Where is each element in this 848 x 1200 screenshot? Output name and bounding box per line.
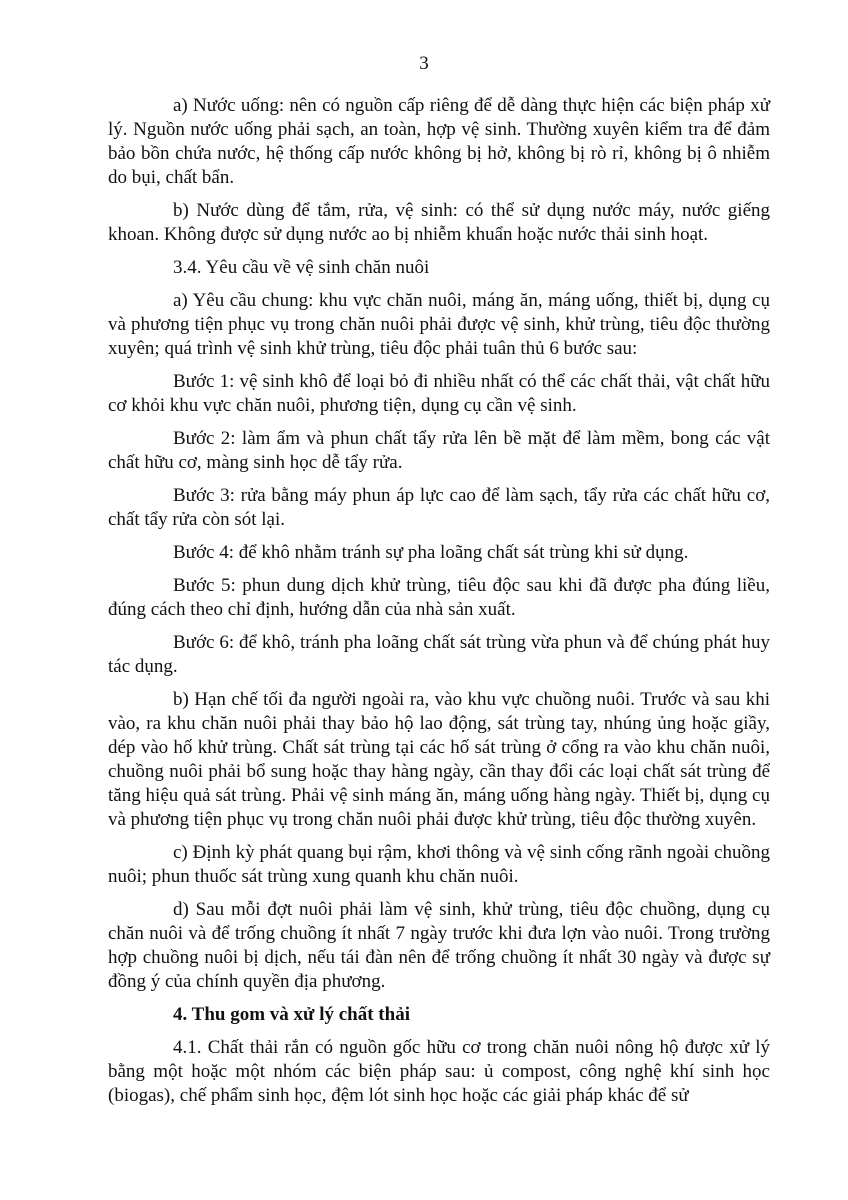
paragraph-general-requirements: a) Yêu cầu chung: khu vực chăn nuôi, máng ăn, máng uống, thiết bị, dụng cụ và phương tiện phục vụ trong chăn nuôi phải được vệ sinh, khử trùng, tiêu độc thường xuyên; quá trình vệ sinh khử trùng, tiêu độc phải tuân thủ 6 bước sau: <box>108 290 770 359</box>
paragraph-step-3: Bước 3: rửa bằng máy phun áp lực cao để làm sạch, tẩy rửa các chất hữu cơ, chất tẩy rửa còn sót lại. <box>108 485 770 530</box>
paragraph-periodic-clearing: c) Định kỳ phát quang bụi rậm, khơi thông và vệ sinh cống rãnh ngoài chuồng nuôi; phun thuốc sát trùng xung quanh khu chăn nuôi. <box>108 842 770 887</box>
paragraph-step-5: Bước 5: phun dung dịch khử trùng, tiêu độc sau khi đã được pha đúng liều, đúng cách theo chỉ định, hướng dẫn của nhà sản xuất. <box>108 575 770 620</box>
paragraph-step-4: Bước 4: để khô nhằm tránh sự pha loãng chất sát trùng khi sử dụng. <box>173 542 689 563</box>
paragraph-restrict-access: b) Hạn chế tối đa người ngoài ra, vào khu vực chuồng nuôi. Trước và sau khi vào, ra khu chăn nuôi phải thay bảo hộ lao động, sát trùng tay, nhúng ủng hoặc giầy, dép vào hố khử trùng. Chất sát trùng tại các hố sát trùng ở cổng ra vào khu chăn nuôi, chuồng nuôi phải bổ sung hoặc thay hàng ngày, cần thay đổi các loại chất sát trùng để tăng hiệu quả sát trùng. Phải vệ sinh máng ăn, máng uống hàng ngày. Thiết bị, dụng cụ và phương tiện phục vụ trong chăn nuôi phải được khử trùng, tiêu độc thường xuyên. <box>108 689 770 830</box>
paragraph-step-2: Bước 2: làm ẩm và phun chất tẩy rửa lên bề mặt để làm mềm, bong các vật chất hữu cơ, màng sinh học dễ tẩy rửa. <box>108 428 770 473</box>
page-number: 3 <box>419 53 429 74</box>
paragraph-washing-water: b) Nước dùng để tắm, rửa, vệ sinh: có thể sử dụng nước máy, nước giếng khoan. Không được sử dụng nước ao bị nhiễm khuẩn hoặc nước thải sinh hoạt. <box>108 200 770 245</box>
document-body <box>108 94 770 1117</box>
section-heading-3-4: 3.4. Yêu cầu về vệ sinh chăn nuôi <box>173 257 430 278</box>
paragraph-after-batch: d) Sau mỗi đợt nuôi phải làm vệ sinh, khử trùng, tiêu độc chuồng, dụng cụ chăn nuôi và để trống chuồng ít nhất 7 ngày trước khi đưa lợn vào nuôi. Trong trường hợp chuồng nuôi bị dịch, nếu tái đàn nên để trống chuồng ít nhất 30 ngày và được sự đồng ý của chính quyền địa phương. <box>108 899 770 992</box>
paragraph-step-6: Bước 6: để khô, tránh pha loãng chất sát trùng vừa phun và để chúng phát huy tác dụng. <box>108 632 770 677</box>
paragraph-drinking-water: a) Nước uống: nên có nguồn cấp riêng để dễ dàng thực hiện các biện pháp xử lý. Nguồn nước uống phải sạch, an toàn, hợp vệ sinh. Thường xuyên kiểm tra để đảm bảo bồn chứa nước, hệ thống cấp nước không bị hở, không bị rò rỉ, không bị ô nhiễm do bụi, chất bẩn. <box>108 95 770 188</box>
paragraph-solid-waste: 4.1. Chất thải rắn có nguồn gốc hữu cơ trong chăn nuôi nông hộ được xử lý bằng một hoặc một nhóm các biện pháp sau: ủ compost, công nghệ khí sinh học (biogas), chế phẩm sinh học, đệm lót sinh học hoặc các giải pháp khác để sử <box>108 1037 770 1106</box>
section-heading-4: 4. Thu gom và xử lý chất thải <box>173 1004 410 1025</box>
paragraph-step-1: Bước 1: vệ sinh khô để loại bỏ đi nhiều nhất có thể các chất thải, vật chất hữu cơ khỏi khu vực chăn nuôi, phương tiện, dụng cụ cần vệ sinh. <box>108 371 770 416</box>
